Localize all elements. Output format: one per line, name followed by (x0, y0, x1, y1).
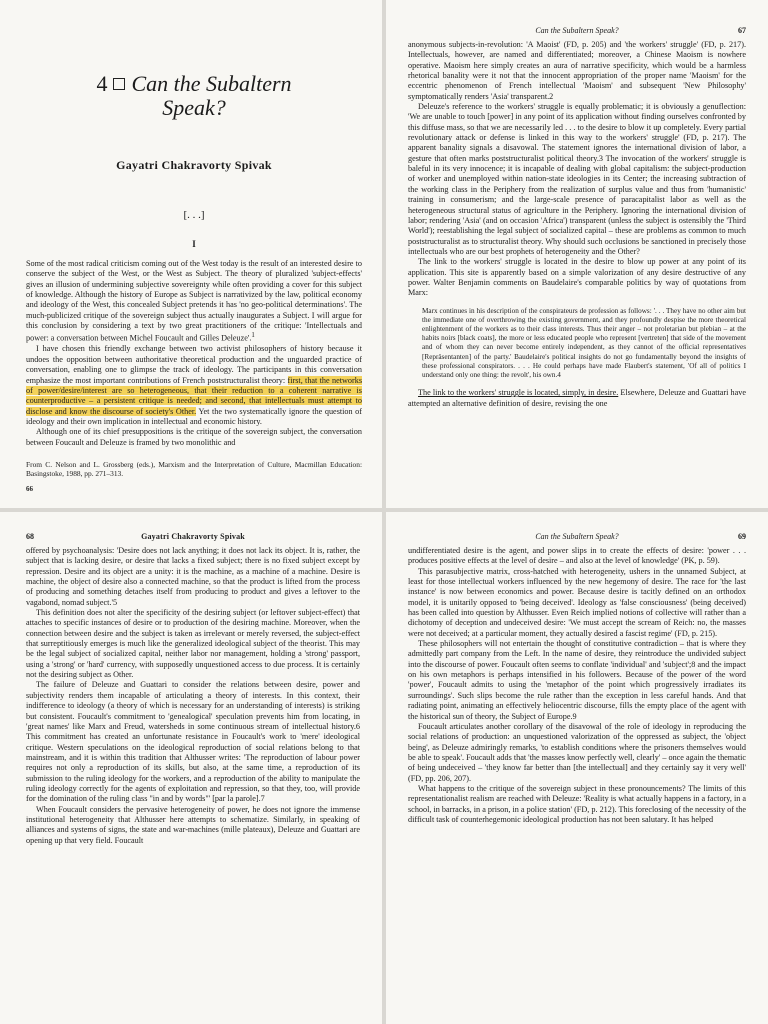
paragraph (26, 259, 362, 344)
paragraph: Foucault articulates another corollary of the disavowal of the role of ideology in reproducing the social relations of production: an unquestioned valorization of the oppressed as subject, the 'object being', as Deleuze admiringly remarks, 'to establish conditions where the prisoners themselves would be able to speak'. Foucault adds that 'the masses know perfectly well, clearly' – once again the thematic of being undeceived – 'they know far better than [the intellectual] and they certainly say it very well' (FD, pp. 206, 207). (408, 721, 746, 783)
paragraph: This definition does not alter the specificity of the desiring subject (or leftover subject-effect) that attaches to specific instances of desire or to production of the desiring machine. Moreover, when the connection between desire and the subject is taken as irrelevant or merely reversed, the subject-effect that surreptitiously emerges is much like the generalized ideological subject of the theorist. This may be the legal subject of socialized capital, neither labor nor management, holding a 'strong' passport, using a 'strong' or 'hard' currency, with supposedly unquestioned access to due process. It is certainly not the desiring subject as Other. (26, 608, 360, 680)
chapter-title-line1: Can the Subaltern (131, 71, 292, 96)
chapter-title-line2: Speak? (162, 95, 226, 120)
page-number: 69 (738, 532, 746, 541)
running-head-title: Can the Subaltern Speak? (535, 532, 619, 541)
paragraph: When Foucault considers the pervasive heterogeneity of power, he does not ignore the immense institutional heterogeneity that Althusser here attempts to schematize. Similarly, in speaking of alliances and systems of signs, the state and war-machines (mille plateaux), Deleuze and Guattari are opening up that very field. Foucault (26, 804, 360, 845)
paragraph: undifferentiated desire is the agent, and power slips in to create the effects of desire: 'power . . . produces positive effects at the level of desire – and also at the level of knowledge' (PK, p. 59). (408, 546, 746, 566)
paragraph: The link to the workers' struggle is located in the desire to blow up power at any point of its application. This site is apparently based on a simple valorization of any desire destructive of any power. Walter Benjamin comments on Baudelaire's comparable politics by way of quotations from Marx: (408, 257, 746, 298)
paragraph (408, 388, 746, 409)
running-head (408, 532, 746, 541)
paragraph-text: Elsewhere, Deleuze and Guattari have attempted an alternative definition of desire, revising the one (408, 388, 746, 408)
running-head-title: Can the Subaltern Speak? (535, 26, 619, 35)
paragraph-text: I have chosen this friendly exchange between two activist philosophers of history because it undoes the opposition between authoritative theoretical production and the unguarded practice of conversation, enabling one to glimpse the track of ideology. The participants in this conversation emphasize the most important contributions of French poststructuralist theory: (26, 344, 362, 385)
omission-mark: [. . .] (183, 209, 205, 221)
page-number: 67 (738, 26, 746, 35)
paragraph: What happens to the critique of the sovereign subject in these pronouncements? The limits of this representationalist realism are reached with Deleuze: 'Reality is what actually happens in a factory, in a school, in barracks, in a prison, in a police station' (FD, p. 212). This foreclosing of the necessity of the difficult task of counterhegemonic ideological production has not been salutary. It has helped (408, 783, 746, 824)
page-68 (0, 512, 382, 1024)
square-icon (113, 78, 125, 90)
paragraph: offered by psychoanalysis: 'Desire does not lack anything; it does not lack its object. It is, rather, the subject that is lacking desire, or desire that lacks a fixed subject; there is no fixed subject except by repression. Desire and its object are a unity: it is the machine, as a machine of a machine. Desire is machine, the object of desire also a connected machine, so that the product is lifted from the process of producing and something detaches itself from producing to product and gives a leftover to the vagabond, nomad subject.'5 (26, 546, 360, 607)
underlined-passage: The link to the workers' struggle is located, simply, in desire. (418, 388, 619, 398)
paragraph-text: Yet the two systematically ignore the question of ideology and their own implication in intellectual and economic history. (26, 406, 362, 426)
section-number: I (192, 239, 196, 249)
paragraph: These philosophers will not entertain the thought of constitutive contradiction – that is where they admittedly part company from the Left. In the name of desire, they reintroduce the undivided subject into the discourse of power. Foucault often seems to conflate 'individual' and 'subject';8 and the impact on his own metaphors is perhaps intensified in his followers. Because of the power of the word 'power', Foucault admits to using the 'metaphor of the point which progressively irradiates its surroundings'. Such slips become the rule rather than the exception in less careful hands. And that radiating point, animating an effectively heliocentric discourse, fills the empty place of the agent with the historical sun of theory, the Subject of Europe.9 (408, 639, 746, 721)
paragraph (26, 344, 362, 427)
highlighted-passage: first, that the networks of power/desire/interest are so heterogeneous, that their reduction to a coherent narrative is counterproductive – a persistent critique is needed; and second, that intellectuals must attempt to disclose and know the discourse of society's Other. (26, 375, 363, 416)
author-name: Gayatri Chakravorty Spivak (116, 158, 272, 172)
running-head (408, 26, 746, 35)
page-number: 68 (26, 532, 34, 541)
paragraph: anonymous subjects-in-revolution: 'A Maoist' (FD, p. 205) and 'the workers' struggle' (FD, p. 217). Intellectuals, however, are named and differentiated; moreover, a Chinese Maoism is nowhere operative. Maoism here simply creates an aura of narrative specificity, which would be a harmless rhetorical banality were it not that the innocent appropriation of the proper name 'Maoism' for the eccentric phenomenon of French intellectual 'Maoism' and subsequent 'New Philosophy' symptomatically renders 'Asia' transparent.2 (408, 40, 746, 101)
page-number: 66 (26, 484, 33, 493)
chapter-number: 4 (96, 71, 108, 96)
chapter-title (26, 72, 362, 120)
paragraph: Deleuze's reference to the workers' struggle is equally problematic; it is obviously a genuflection: 'We are unable to touch [power] in any point of its application without finding ourselves confronted by this diffuse mass, so that we are necessarily led . . . to the desire to blow it up completely. Every partial revolutionary attack or defense is linked in this way to the workers' struggle' (FD, p. 217). The apparent banality signals a disavowal. The statement ignores the international division of labor, a gesture that often marks poststructuralist political theory.3 The invocation of the workers' struggle is baleful in its very innocence; it is incapable of dealing with global capitalism: the subject-production of worker and unemployed within nation-state ideologies in its Center; the increasing subtraction of the working class in the Periphery from the realization of surplus value and thus from 'humanistic' training in consumerism; and the large-scale presence of paracapitalist labor as well as the heterogeneous structural status of agriculture in the Periphery. Ignoring the international division of labor; rendering 'Asia' (and on occasion 'Africa') transparent (unless the subject is ostensibly the 'Third World'); reestablishing the legal subject of socialized capital – these are problems as common to much poststructuralist as to structuralist theory. Why should such occlusions be sanctioned in precisely those intellectuals who are our best prophets of heterogeneity and the Other? (408, 102, 746, 256)
page-69 (386, 512, 768, 1024)
paragraph: Although one of its chief presuppositions is the critique of the sovereign subject, the conversation between Foucault and Deleuze is framed by two monolithic and (26, 427, 362, 447)
block-quote: Marx continues in his description of the conspirateurs de profession as follows: '. . . They have no other aim but the immediate one of overthrowing the existing government, and they profoundly despise the more theoretical enlightenment of the workers as to their class interests. Thus their anger – not proletarian but plebian – at the habits noirs [black coats], the more or less educated people who represent [vertreten] that side of the movement and of whom they can never become entirely independent, as they cannot of the official representatives [Repräsentanten] of the party.' Baudelaire's political insights do not go fundamentally beyond the insights of these professional conspirators. . . . He could perhaps have made Flaubert's statement, 'Of all of politics I understand only one thing: the revolt', his own.4 (422, 306, 746, 380)
paragraph: The failure of Deleuze and Guattari to consider the relations between desire, power and subjectivity renders them incapable of articulating a theory of interests. In this context, their indifference to ideology (a theory of which is necessary for an understanding of interests) is striking but consistent. Foucault's commitment to 'genealogical' speculation prevents him from locating, in 'great names' like Marx and Freud, watersheds in some continuous stream of intellectual history.6 This commitment has created an unfortunate resistance in Foucault's work to 'mere' ideological critique. Western speculations on the ideological reproduction of social relations belong to that mainstream, and it is within this tradition that Althusser writes: 'The reproduction of labour power requires not only a reproduction of its skills, but also, at the same time, a reproduction of its submission to the ruling ideology for the workers, and a reproduction of the ability to manipulate the ruling ideology correctly for the agents of exploitation and repression, so that they, too, will provide for the domination of the ruling class "in and by words"' [par la parole].7 (26, 680, 360, 804)
paragraph-text: Some of the most radical criticism coming out of the West today is the result of an interested desire to conserve the subject of the West, or the West as Subject. The theory of pluralized 'subject-effects' gives an illusion of undermining subjective sovereignty while often providing a cover for this subject of knowledge. Although the history of Europe as Subject is narrativized by the law, political economy and ideology of the West, this concealed Subject pretends it has 'no geo-political determinations'. The much-publicized critique of the sovereign subject thus actually inaugurates a Subject. I will argue for this conclusion by considering a text by two great practitioners of the critique: 'Intellectuals and power: a conversation between Michel Foucault and Gilles Deleuze'. (26, 259, 362, 344)
page-66 (0, 0, 382, 508)
page-67 (386, 0, 768, 508)
running-head-title: Gayatri Chakravorty Spivak (141, 532, 245, 541)
source-note: From C. Nelson and L. Grossberg (eds.), Marxism and the Interpretation of Culture, Macmillan Education: Basingstoke, 1988, pp. 271–313. (26, 459, 362, 479)
footnote-ref: 1 (251, 332, 255, 340)
running-head (26, 532, 360, 541)
paragraph: This parasubjective matrix, cross-hatched with heterogeneity, ushers in the unnamed Subject, at least for those intellectual workers influenced by the new hegemony of desire. The race for 'the last instance' is now between economics and power. Because desire is tacitly defined on an orthodox model, it is unitarily opposed to 'being deceived'. Ideology as 'false consciousness' (being deceived) has been called into question by Althusser. Even Reich implied notions of collective will rather than a dichotomy of deception and undeceived desire: 'We must accept the scream of Reich: no, the masses were not deceived; at a particular moment, they actually desired a fascist regime' (FD, p. 215). (408, 566, 746, 638)
